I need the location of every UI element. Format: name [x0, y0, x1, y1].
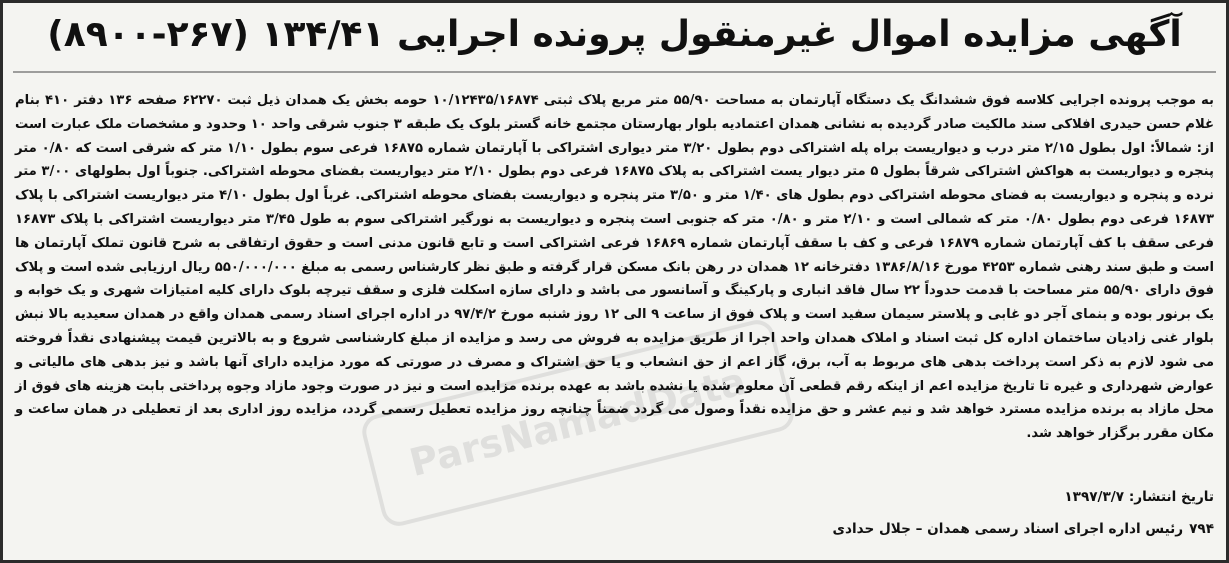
notice-body	[15, 89, 1214, 446]
signature-text: رئیس اداره اجرای اسناد رسمی همدان – جلال حدادی	[832, 521, 1184, 537]
notice-title: آگهی مزایده اموال غیرمنقول پرونده اجرایی ۱۳۴/۴۱ (۲۶۷-۸۹۰۰)	[47, 14, 1182, 55]
publish-line	[15, 485, 1214, 509]
publish-label: تاریخ انتشار:	[1128, 489, 1214, 505]
notice-footer	[15, 485, 1214, 541]
signature-line	[15, 517, 1214, 541]
title-divider	[13, 71, 1216, 73]
svg-text:ParsNamadData: ParsNamadData	[405, 358, 751, 486]
signature-code: ۷۹۴	[1189, 521, 1214, 537]
publish-date: ۱۳۹۷/۳/۷	[1064, 489, 1125, 505]
notice-body-text: به موجب پرونده اجرایی کلاسه فوق ششدانگ یک دستگاه آپارتمان به مساحت ۵۵/۹۰ متر مربع پلاک ثبتی ۱۰/۱۲۴۳۵/۱۶۸۷۴ حومه بخش یک همدان ذیل ثبت ۶۲۲۷۰ صفحه ۱۳۶ دفتر ۴۱۰ بنام غلام حسن حیدری افلاکی سند مالکیت صادر گردیده به نشانی همدان اعتمادیه بلوار بهارستان مجتمع خانه گستر بلوک یک طبقه ۳ جنوب شرقی واحد ۱۰ وحدود و مشخصات ملک عبارت است از: شمالاً: اول بطول ۲/۱۵ متر درب و دیواریست براه پله اشتراکی دوم بطول ۳/۲۰ متر دیواری اشتراکی با آپارتمان شماره ۱۶۸۷۵ فرعی سوم بطول ۱/۱۰ متر که شرقی است که ۰/۸۰ متر پنجره و دیواریست به هواکش اشتراکی شرقاً بطول ۵ متر دیوار یست اشتراکی به پلاک ۱۶۸۷۵ فرعی دوم بطول ۲/۱۰ متر دیواریست بفضای محوطه اشتراکی. جنوباً اول بطولهای ۳/۰۰ متر نرده و پنجره و دیواریست به فضای محوطه اشتراکی دوم بطول های ۱/۴۰ متر و ۳/۵۰ متر پنجره و دیواریست بفضای محوطه اشتراکی. غرباً اول بطول ۴/۱۰ متر دیواریست اشتراکی با پلاک ۱۶۸۷۳ فرعی دوم بطول ۰/۸۰ متر که شمالی است و ۲/۱۰ متر و ۰/۸۰ متر که جنوبی است پنجره و دیواریست به نورگیر اشتراکی سوم به طول ۳/۴۵ متر دیواریست اشتراکی با پلاک ۱۶۸۷۳ فرعی سقف با کف آپارتمان شماره ۱۶۸۷۹ فرعی و کف با سقف آپارتمان شماره ۱۶۸۶۹ فرعی اشتراکی است و تابع قانون مدنی است و حقوق ارتفاقی به شرح قانون تملک آپارتمان ها است و طبق سند رهنی شماره ۴۲۵۳ مورخ ۱۳۸۶/۸/۱۶ دفترخانه ۱۲ همدان در رهن بانک مسکن قرار گرفته و طبق نظر کارشناس رسمی به مبلغ ۵۵۰/۰۰۰/۰۰۰ ریال ارزیابی شده است و پلاک فوق دارای ۵۵/۹۰ متر مساحت با قدمت حدوداً ۲۲ سال فاقد انباری و پارکینگ و آسانسور می باشد و دارای سازه اسکلت فلزی و سقف تیرچه بلوک دارای کلیه امتیازات شهری و یک خوابه و یک برنور بوده و بنمای آجر دو غابی و پلاستر سیمان سفید است و پلاک فوق از ساعت ۹ الی ۱۲ روز شنبه مورخ ۹۷/۴/۲ در اداره اجرای اسناد رسمی همدان واقع در همدان سعیدیه بالا نبش بلوار غنی زادیان ساختمان اداره کل ثبت اسناد و املاک همدان واحد اجرا از طریق مزایده به فروش می رسد و مزایده از مبلغ کارشناسی شروع و به بالاترین قیمت پیشنهادی نقداً فروخته می شود لازم به ذکر است پرداخت بدهی های مربوط به آب، برق، گاز اعم از حق انشعاب و یا حق اشتراک و مصرف در صورتی که مورد مزایده دارای آنها باشد و نیز بدهی های مالیاتی و عوارض شهرداری و غیره تا تاریخ مزایده اعم از اینکه رقم قطعی آن معلوم شده یا نشده باشد به عهده برنده مزایده است و نیز در صورت وجود مازاد وجوه پرداختی بابت هزینه های فوق از محل مازاد به برنده مزایده مسترد خواهد شد و نیم عشر و حق مزایده نقداً وصول می گردد ضمناً چنانچه روز مزایده تعطیل رسمی گردد، مزایده روز اداری بعد از تعطیلی در همان ساعت و مکان مقرر برگزار خواهد شد.	[15, 93, 1215, 442]
